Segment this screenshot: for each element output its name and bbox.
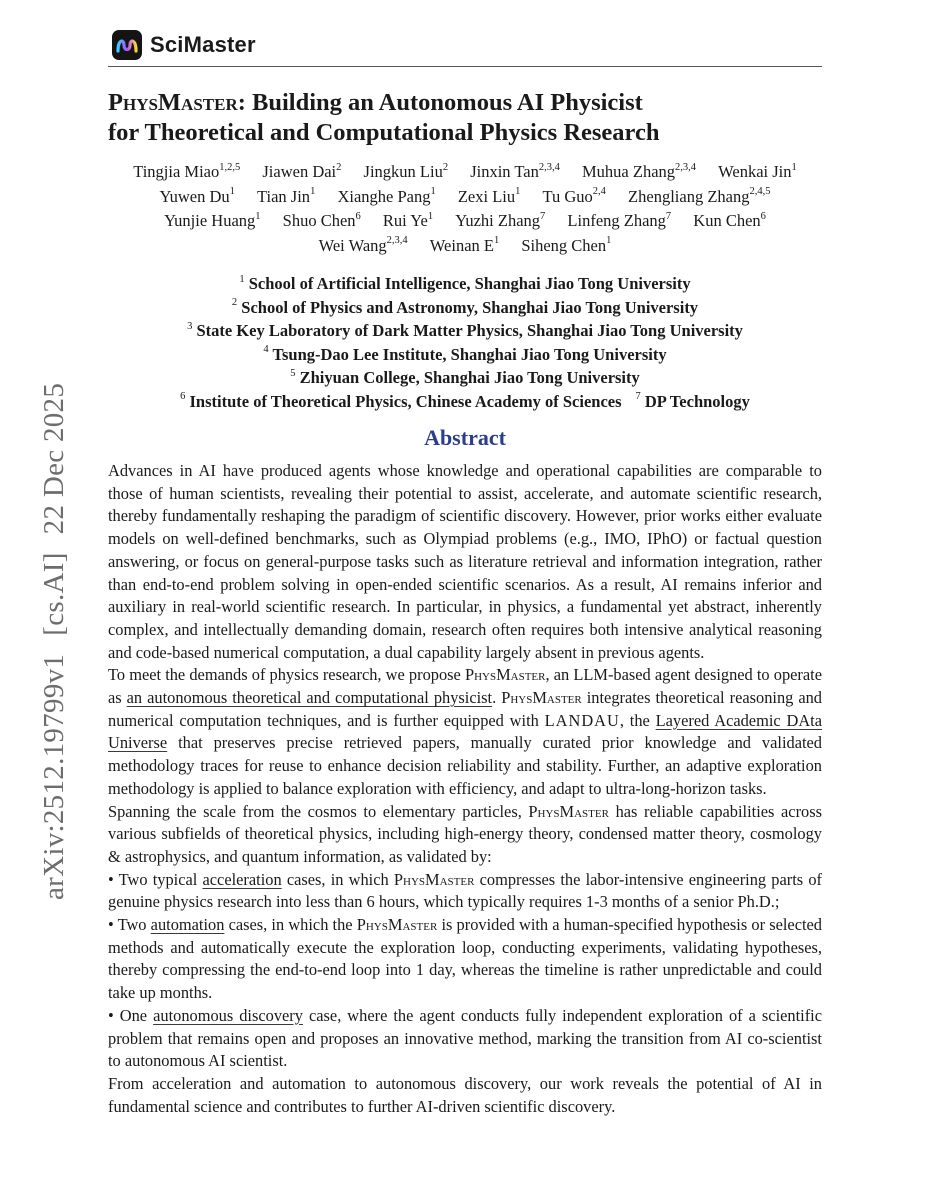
author: Linfeng Zhang$^7$ xyxy=(567,210,672,230)
author: Muhua Zhang$^{2,3,4}$ xyxy=(582,161,697,181)
author-list xyxy=(100,160,830,258)
author: Xianghe Pang$^1$ xyxy=(337,186,436,206)
abstract-paragraph: Spanning the scale from the cosmos to elementary particles, PhysMaster has reliable capabilities across various subfields of theoretical physics, including high-energy theory, condensed matter theory, cosmology & astrophysics, and quantum information, as validated by: xyxy=(108,801,822,866)
author: Jingkun Liu$^2$ xyxy=(363,161,449,181)
author: Kun Chen$^6$ xyxy=(693,210,766,230)
affiliation: $^6$ Institute of Theoretical Physics, Chinese Academy of Sciences $^7$ DP Technology xyxy=(180,391,750,411)
abstract-paragraph: Advances in AI have produced agents whose knowledge and operational capabilities are comparable to those of human scientists, revealing their potential to assist, accelerate, and automate scientific research, thereby fundamentally reshaping the paradigm of scientific discovery. However, prior works either evaluate models on well-defined benchmarks, such as Olympiad problems (e.g., IMO, IPhO) or factual question answering, or focus on general-purpose tasks such as literature retrieval and information integration, rather than end-to-end problem solving in open-ended scientific scenarios. As a result, AI remains inferior and auxiliary in real-world scientific research. In particular, in physics, a fundamental yet abstract, inherently complex, and intellectually demanding domain, research often requires both intensive analytical reasoning and code-based numerical computation, a dual capability largely absent in previous agents. xyxy=(108,461,822,662)
author: Weinan $E^1$ xyxy=(429,235,500,255)
underlined-phrase: Layered Academic DAta Universe xyxy=(108,710,822,753)
title-line1-rest: : Building an Autonomous AI Physicist xyxy=(237,89,643,116)
author: Yuwen Du$^1$ xyxy=(159,186,235,206)
arxiv-date: 22 Dec 2025 xyxy=(38,382,70,535)
arxiv-stamp xyxy=(38,365,71,900)
author: Jinxin Tan$^{2,3,4}$ xyxy=(470,161,560,181)
author: Yunjie Huang$^1$ xyxy=(164,210,261,230)
affiliation-list xyxy=(100,272,830,413)
abstract-bullet: • Two typical acceleration cases, in which PhysMaster compresses the labor-intensive engineering parts of genuine physics research into less than 6 hours, which typically requires 1-3 months of a senior Ph.D.; xyxy=(108,869,822,912)
abstract-body xyxy=(108,460,822,1118)
abstract-paragraph: From acceleration and automation to autonomous discovery, our work reveals the potential of AI in fundamental science and contributes to further AI-driven scientific discovery. xyxy=(108,1073,822,1116)
author: Wenkai Jin$^1$ xyxy=(718,161,797,181)
affiliation: $^2$ School of Physics and Astronomy, Shanghai Jiao Tong University xyxy=(231,297,699,317)
author: Rui Ye$^1$ xyxy=(382,210,434,230)
abstract-paragraph: To meet the demands of physics research, we propose PhysMaster, an LLM-based agent designed to operate as an autonomous theoretical and computational physicist. PhysMaster integrates theoretical reasoning and numerical computation techniques, and is further equipped with LANDAU, the Layered Academic DAta Universe that preserves precise retrieved papers, manually curated prior knowledge and validated methodology traces for reuse to enhance decision reliability and stability. Further, an adaptive exploration methodology is applied to balance exploration with efficiency, and adapt to ultra-long-horizon tasks. xyxy=(108,665,822,798)
underlined-phrase: an autonomous theoretical and computational physicist xyxy=(126,688,493,708)
brand-name: SciMaster xyxy=(150,32,256,57)
affiliation: $^4$ Tsung-Dao Lee Institute, Shanghai Jiao Tong University xyxy=(263,344,667,364)
author: Zhengliang Zhang$^{2,4,5}$ xyxy=(628,186,771,206)
abstract-bullet: • One autonomous discovery case, where the agent conducts fully independent exploration of a scientific problem that remains open and proposes an innovative method, marking the transition from AI co-scientist to autonomous AI scientist. xyxy=(108,1005,823,1071)
author-row xyxy=(100,160,830,185)
affiliation: $^5$ Zhiyuan College, Shanghai Jiao Tong University xyxy=(290,367,640,387)
author: Zexi Liu$^1$ xyxy=(457,186,521,206)
affiliation: $^3$ State Key Laboratory of Dark Matter Physics, Shanghai Jiao Tong University xyxy=(187,320,743,340)
author-row xyxy=(100,209,830,234)
author: Tian Jin$^1$ xyxy=(257,186,316,206)
scimaster-logo-icon xyxy=(112,30,142,60)
author-row xyxy=(100,185,830,210)
arxiv-category: [cs.AI] xyxy=(38,552,70,636)
arxiv-id[interactable]: arXiv:2512.19799v1 xyxy=(38,653,70,900)
abstract-bullet: • Two automation cases, in which the PhysMaster is provided with a human-specified hypothesis or selected methods and automatically execute the exploration loop, conducting experiments, validating hypotheses, thereby compressing the end-to-end loop into 1 day, whereas the timeline is rather unpredictable and could take up months. xyxy=(108,915,822,1003)
author: Jiawen Dai$^2$ xyxy=(262,161,342,181)
author: Tu Guo$^{2,4}$ xyxy=(542,186,606,206)
abstract-heading: Abstract xyxy=(424,425,506,450)
author: Tingjia Miao$^{1,2,5}$ xyxy=(133,161,241,181)
affiliation: $^1$ School of Artificial Intelligence, Shanghai Jiao Tong University xyxy=(239,273,691,293)
paper-title xyxy=(108,88,828,148)
title-system-name: PhysMaster xyxy=(108,89,238,116)
page-header xyxy=(108,24,822,67)
author-row xyxy=(100,234,830,259)
author: Yuzhi Zhang$^7$ xyxy=(455,210,546,230)
author: Siheng Chen$^1$ xyxy=(521,235,612,255)
author: Wei Wang$^{2,3,4}$ xyxy=(318,235,408,255)
title-line2: for Theoretical and Computational Physics Research xyxy=(108,119,660,146)
author: Shuo Chen$^6$ xyxy=(282,210,361,230)
